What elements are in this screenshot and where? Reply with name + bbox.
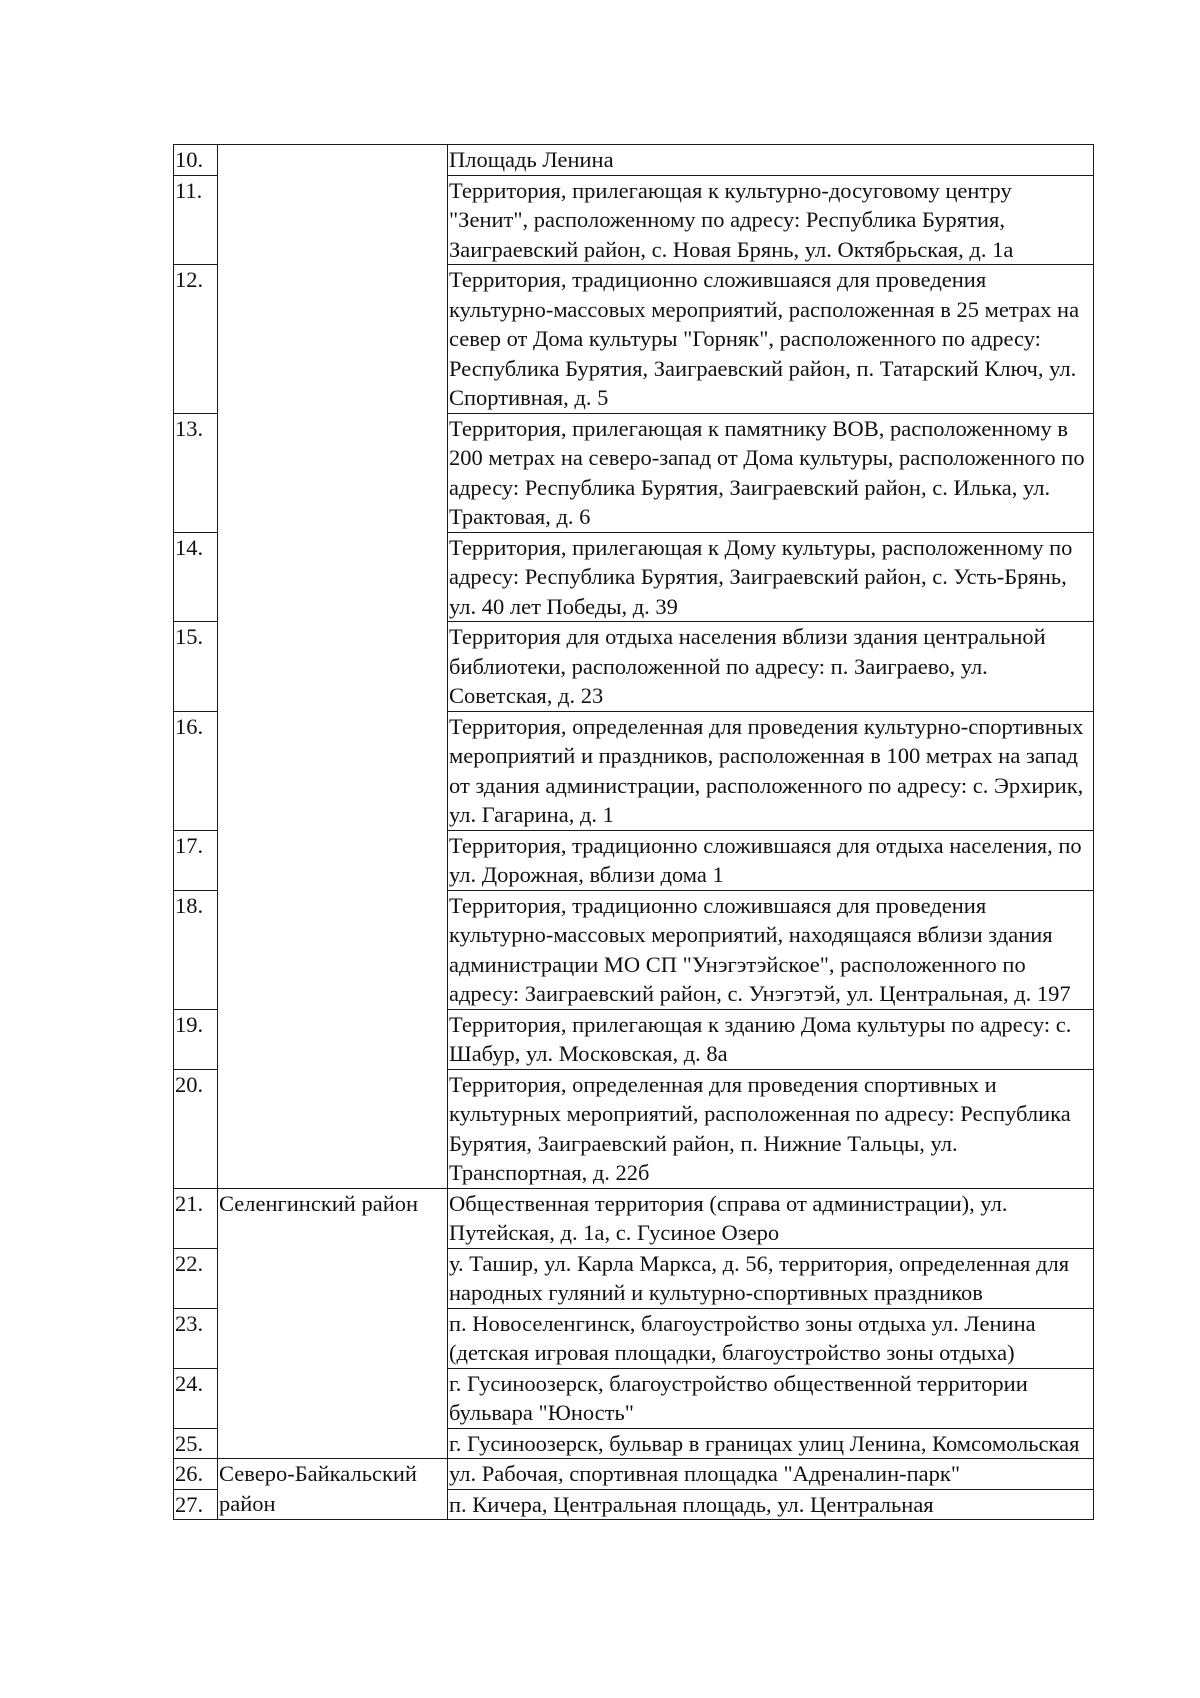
row-number: 22. [174,1248,218,1308]
place-description: Территория, традиционно сложившаяся для проведения культурно-массовых мероприятий, расположенная в 25 метрах на север от Дома культуры "Горняк", расположенного по адресу: Республика Бурятия, Заиграевский район, п. Татарский Ключ, ул. Спортивная, д. 5 [448,265,1094,414]
place-description: Площадь Ленина [448,145,1094,176]
row-number: 25. [174,1428,218,1459]
district-cell [218,830,448,890]
table-row [174,1069,1094,1188]
place-description: Территория, прилегающая к Дому культуры, расположенному по адресу: Республика Бурятия, Заиграевский район, с. Усть-Брянь, ул. 40 лет Победы, д. 39 [448,532,1094,622]
place-description: п. Кичера, Центральная площадь, ул. Центральная [448,1489,1094,1520]
table-row [174,1009,1094,1069]
place-description: Территория, определенная для проведения спортивных и культурных мероприятий, расположенная по адресу: Республика Бурятия, Заиграевский район, п. Нижние Тальцы, ул. Транспортная, д. 22б [448,1069,1094,1188]
place-description: Общественная территория (справа от администрации), ул. Путейская, д. 1а, с. Гусиное Озеро [448,1188,1094,1248]
district-cell [218,1428,448,1459]
row-number: 19. [174,1009,218,1069]
table-row [174,1248,1094,1308]
district-cell: район [218,1489,448,1520]
place-description: г. Гусиноозерск, благоустройство общественной территории бульвара "Юность" [448,1368,1094,1428]
table-row [174,265,1094,414]
row-number: 10. [174,145,218,176]
place-description: ул. Рабочая, спортивная площадка "Адреналин-парк" [448,1459,1094,1490]
place-description: Территория, прилегающая к памятнику ВОВ, расположенному в 200 метрах на северо-запад от Дома культуры, расположенного по адресу: Республика Бурятия, Заиграевский район, с. Илька, ул. Трактовая, д. 6 [448,413,1094,532]
place-description: Территория для отдыха населения вблизи здания центральной библиотеки, расположенной по адресу: п. Заиграево, ул. Советская, д. 23 [448,622,1094,712]
district-cell [218,890,448,1009]
table-row [174,413,1094,532]
row-number: 14. [174,532,218,622]
place-description: Территория, традиционно сложившаяся для отдыха населения, по ул. Дорожная, вблизи дома 1 [448,830,1094,890]
row-number: 11. [174,175,218,265]
place-description: Территория, прилегающая к зданию Дома культуры по адресу: с. Шабур, ул. Московская, д. 8а [448,1009,1094,1069]
table-row [174,1428,1094,1459]
district-cell [218,145,448,176]
district-cell [218,413,448,532]
district-cell [218,1069,448,1188]
row-number: 27. [174,1489,218,1520]
row-number: 18. [174,890,218,1009]
table-row [174,711,1094,830]
table-row [174,1459,1094,1490]
table-row [174,830,1094,890]
district-cell [218,1009,448,1069]
table-row [174,622,1094,712]
district-cell [218,265,448,414]
district-cell [218,1368,448,1428]
district-cell [218,532,448,622]
place-description: г. Гусиноозерск, бульвар в границах улиц Ленина, Комсомольская [448,1428,1094,1459]
row-number: 15. [174,622,218,712]
district-cell [218,1308,448,1368]
table-row [174,1308,1094,1368]
district-cell [218,711,448,830]
row-number: 24. [174,1368,218,1428]
row-number: 16. [174,711,218,830]
place-description: Территория, определенная для проведения культурно-спортивных мероприятий и праздников, расположенная в 100 метрах на запад от здания администрации, расположенного по адресу: с. Эрхирик, ул. Гагарина, д. 1 [448,711,1094,830]
district-cell: Северо-Байкальский [218,1459,448,1490]
table-row [174,890,1094,1009]
place-description: Территория, традиционно сложившаяся для проведения культурно-массовых мероприятий, находящаяся вблизи здания администрации МО СП "Унэгэтэйское", расположенного по адресу: Заиграевский район, с. Унэгэтэй, ул. Центральная, д. 197 [448,890,1094,1009]
district-cell [218,622,448,712]
row-number: 17. [174,830,218,890]
place-description: п. Новоселенгинск, благоустройство зоны отдыха ул. Ленина (детская игровая площадки, благоустройство зоны отдыха) [448,1308,1094,1368]
table-row [174,1489,1094,1520]
place-description: Территория, прилегающая к культурно-досуговому центру "Зенит", расположенному по адресу: Республика Бурятия, Заиграевский район, с. Новая Брянь, ул. Октябрьская, д. 1а [448,175,1094,265]
district-cell [218,175,448,265]
table-row [174,1368,1094,1428]
places-table [173,144,1094,1520]
place-description: у. Ташир, ул. Карла Маркса, д. 56, территория, определенная для народных гуляний и культурно-спортивных праздников [448,1248,1094,1308]
row-number: 12. [174,265,218,414]
table-row [174,1188,1094,1248]
district-cell [218,1248,448,1308]
row-number: 26. [174,1459,218,1490]
row-number: 13. [174,413,218,532]
row-number: 20. [174,1069,218,1188]
row-number: 23. [174,1308,218,1368]
table-row [174,145,1094,176]
district-cell: Селенгинский район [218,1188,448,1248]
table-row [174,532,1094,622]
table-row [174,175,1094,265]
row-number: 21. [174,1188,218,1248]
